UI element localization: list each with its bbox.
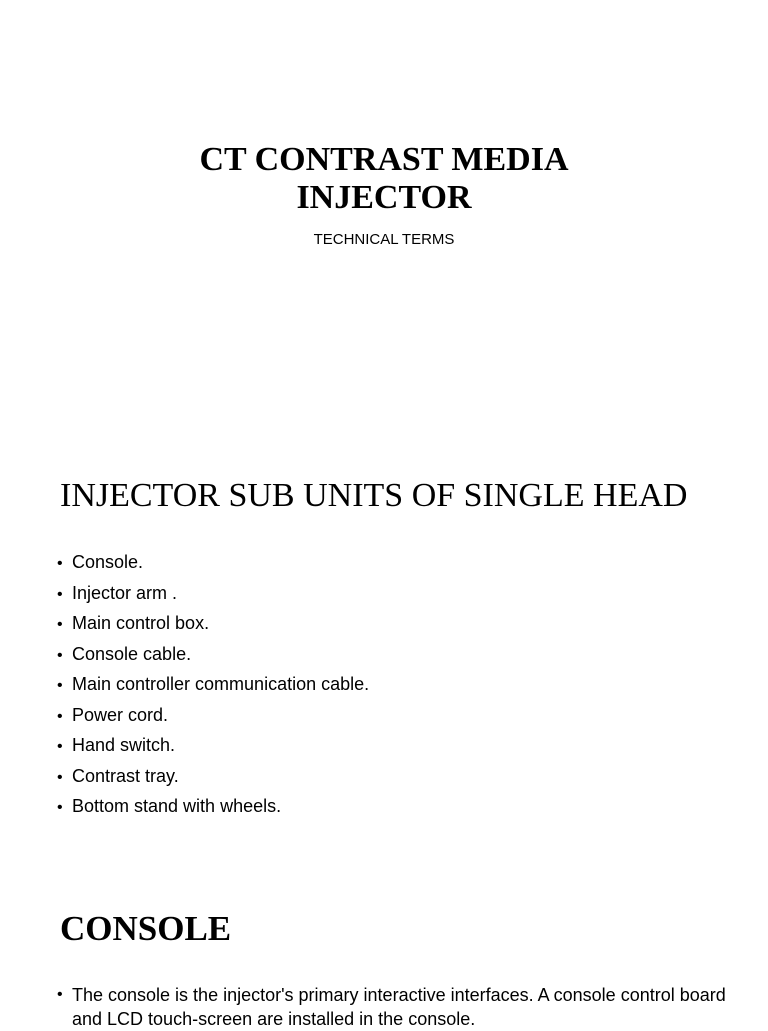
list-item	[57, 580, 369, 611]
bullet-icon: •	[57, 799, 63, 816]
sub-units-heading: INJECTOR SUB UNITS OF SINGLE HEAD	[60, 477, 688, 514]
presentation-subtitle: TECHNICAL TERMS	[313, 231, 455, 248]
bullet-icon: •	[57, 986, 63, 1003]
title-line-1: CT CONTRAST MEDIA	[199, 141, 569, 178]
list-item	[57, 793, 369, 824]
list-item-text: Contrast tray.	[72, 765, 179, 786]
list-item-text: Console.	[72, 552, 144, 572]
bullet-icon: •	[57, 677, 63, 694]
list-item-text: Power cord.	[72, 704, 169, 725]
sub-units-list	[57, 549, 369, 824]
bullet-icon: •	[57, 585, 63, 603]
bullet-icon: •	[57, 707, 63, 725]
list-item-text: Injector arm .	[72, 582, 178, 603]
list-item-text: Bottom stand with wheels.	[72, 796, 282, 816]
bullet-icon: •	[57, 768, 63, 786]
list-item-text: Hand switch.	[72, 735, 176, 755]
list-item	[57, 641, 369, 672]
list-item	[57, 671, 369, 702]
list-item-text: Main controller communication cable.	[72, 674, 370, 694]
title-line-2: INJECTOR	[296, 179, 472, 216]
bullet-icon: •	[57, 646, 63, 664]
list-item-text: Console cable.	[72, 643, 192, 664]
bullet-icon: •	[57, 555, 63, 572]
list-item-text: Main control box.	[72, 613, 210, 633]
bullet-icon: •	[57, 616, 63, 633]
list-item	[57, 702, 369, 733]
list-item	[57, 610, 369, 641]
presentation-title	[0, 141, 768, 217]
console-heading: CONSOLE	[60, 909, 232, 948]
bullet-icon: •	[57, 738, 63, 755]
title-slide	[0, 0, 768, 432]
list-item	[57, 732, 369, 763]
list-item-text: The console is the injector's primary interactive interfaces. A console control board and LCD touch-screen are installed in the console.	[72, 985, 726, 1029]
list-item	[57, 763, 369, 794]
list-item	[57, 549, 369, 580]
